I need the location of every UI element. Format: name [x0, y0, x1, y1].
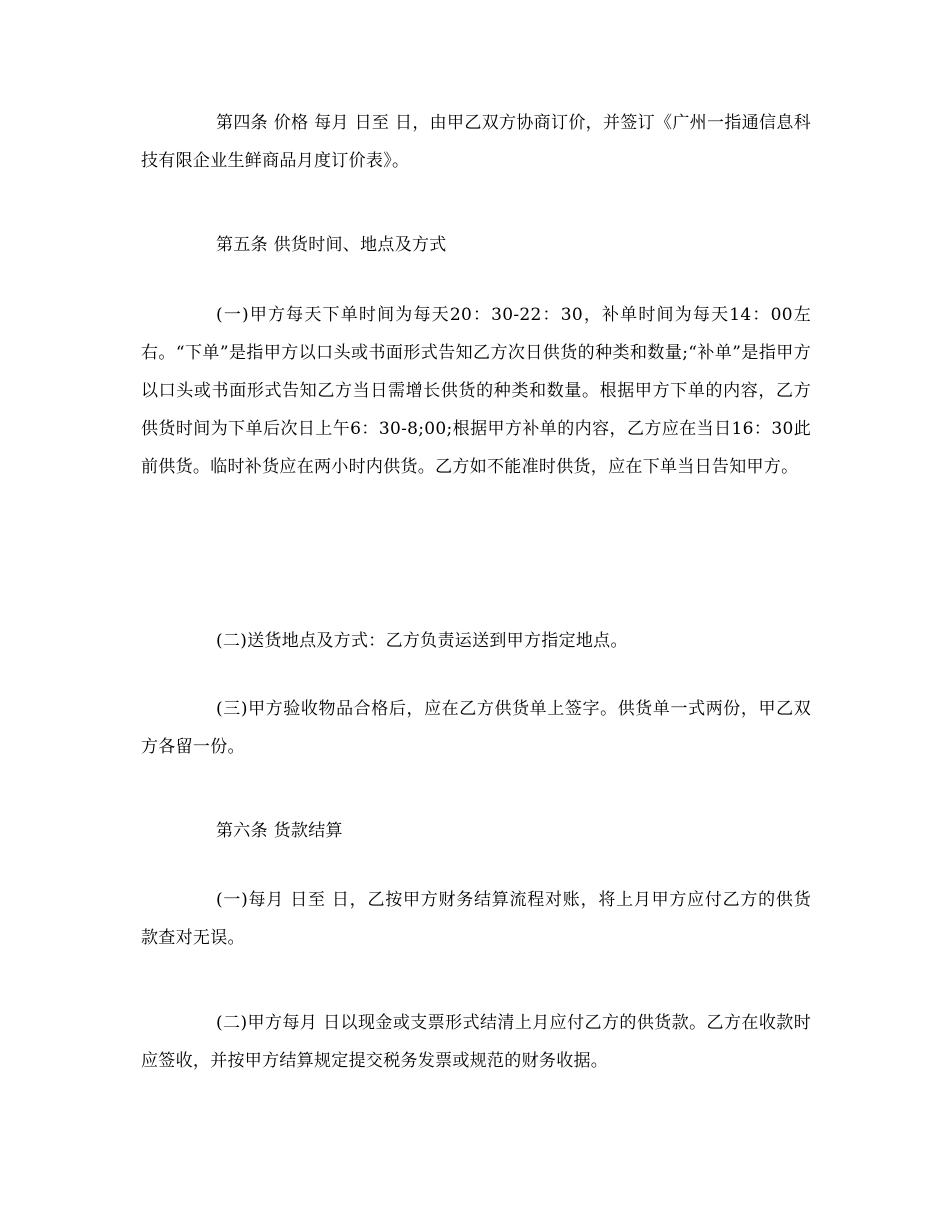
article-5-clause-1-paragraph: (一)甲方每天下单时间为每天20：30-22：30，补单时间为每天14：00左右。“下单”是指甲方以口头或书面形式告知乙方次日供货的种类和数量;“补单”是指甲方以口头或书面形式告知乙方当日需增长供货的种类和数量。根据甲方下单的内容，乙方供货时间为下单后次日上午6：30-8;00;根据甲方补单的内容，乙方应在当日16：30此前供货。临时补货应在两小时内供货。乙方如不能准时供货，应在下单当日告知甲方。 [141, 305, 811, 477]
article-6-heading: 第六条 货款结算 [216, 821, 343, 841]
article-6-clause-2-paragraph: (二)甲方每月 日以现金或支票形式结清上月应付乙方的供货款。乙方在收款时应签收，并按甲方结算规定提交税务发票或规范的财务收据。 [141, 1013, 811, 1071]
article-6-clause-1-paragraph: (一)每月 日至 日，乙按甲方财务结算流程对账，将上月甲方应付乙方的供货款查对无误。 [141, 890, 811, 948]
article-4-price-paragraph: 第四条 价格 每月 日至 日，由甲乙双方协商订价，并签订《广州一指通信息科技有限企业生鲜商品月度订价表》。 [141, 113, 811, 171]
article-5-clause-3-paragraph: (三)甲方验收物品合格后，应在乙方供货单上签字。供货单一式两份，甲乙双方各留一份。 [141, 699, 811, 757]
article-5-heading: 第五条 供货时间、地点及方式 [216, 235, 447, 255]
article-5-clause-2-paragraph: (二)送货地点及方式：乙方负责运送到甲方指定地点。 [216, 631, 628, 651]
